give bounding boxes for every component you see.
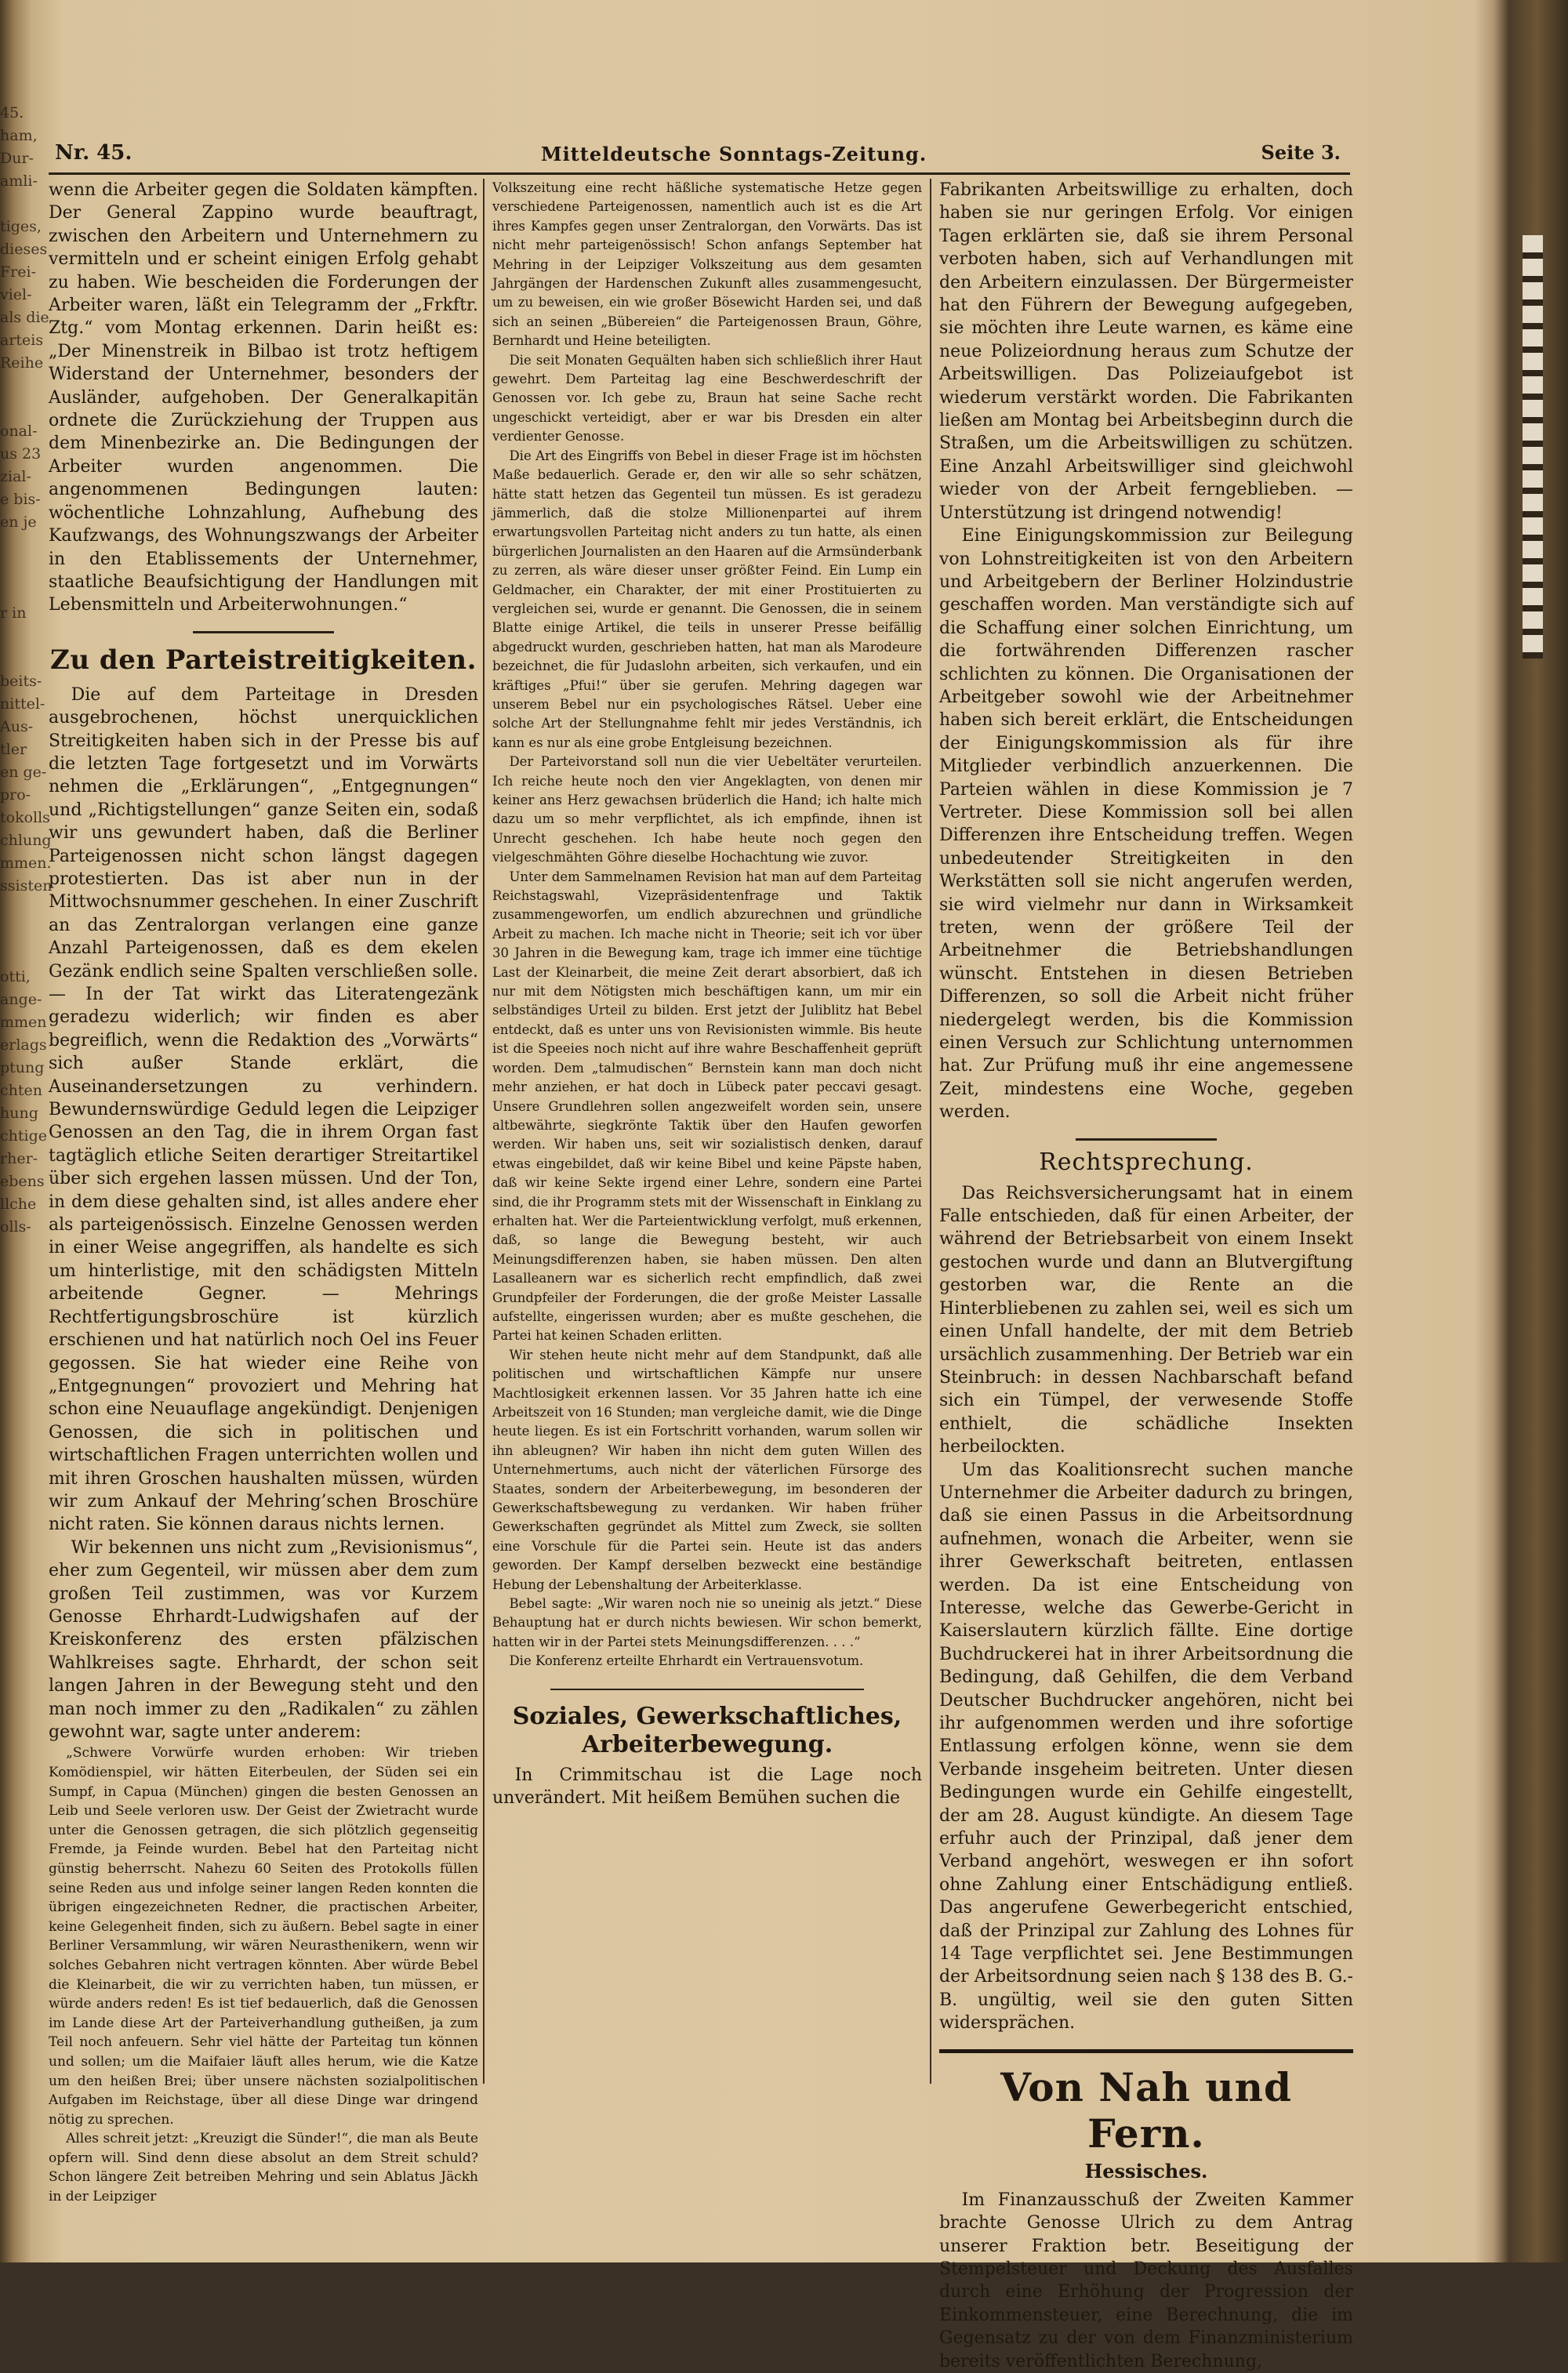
edge-fragment: tler	[0, 741, 27, 758]
edge-fragment	[0, 193, 34, 216]
edge-fragment	[0, 557, 34, 579]
section-heading: Von Nah und Fern.	[1000, 2063, 1292, 2157]
edge-fragment: viel-	[0, 286, 32, 303]
quotation: „Schwere Vorwürfe wurden erhoben: Wir trieben Komödienspiel, wir hätten Eiterbeulen, der Süden sei ein Sumpf, in Capua (München) gingen die besten Genossen an Leib und Seele verloren usw. Der Geist der Zwietracht wurde unter die Genossen getragen, die sich plötzlich gegenseitig Fremde, ja Feinde wurden. Bebel hat den Parteitag nicht günstig beherrscht. Nahezu 60 Seiten des Protokolls füllen seine Reden aus und infolge seiner langen Reden konnten die übrigen eingezeichneten Redner, die practischen Arbeiter, keine Gelegenheit finden, sich zu äußern. Bebel sagte in einer Berliner Versammlung, wir wären Neurasthenikern, wenn wir solches Gebahren nicht vertragen könnten. Aber würde Bebel die Kleinarbeit, die wir zu verrichten haben, tun müssen, er würde anders reden! Es ist tief bedauerlich, daß die Genossen im Lande diese Art der Parteiverhandlung gutheißen, ja zum Teil noch anfeuern. Sehr viel hätte der Parteitag tun können und sollen; um die Maifaier läuft alles herum, wie die Katze um den heißen Brei; über unsere nächsten sozialpolitischen Aufgaben im Reichstage, über all diese Dinge war dringend nötig zu sprechen.	[49, 1745, 478, 2128]
column-divider	[483, 179, 485, 2084]
paragraph: Fabrikanten Arbeitswillige zu erhalten, doch haben sie nur geringen Erfolg. Vor einigen Tagen erklärten sie, daß sie ihrem Personal verboten haben, sich auf Verhandlungen mit den Arbeitern einzulassen. Der Bürgermeister hat den Führern der Bewegung aufgegeben, sie möchten ihre Leute warnen, es käme eine neue Polizeiordnung heraus zum Schutze der Arbeitswilligen. Das Polizeiaufgebot ist wiederum verstärkt worden. Die Fabrikanten ließen am Montag bei Arbeitsbeginn durch die Straßen, um die Arbeitswilligen zu schützen. Eine Anzahl Arbeitswilliger sind gleichwohl wieder von der Arbeit ferngeblieben. — Unterstützung ist dringend notwendig!	[939, 180, 1353, 523]
paragraph: Bebel sagte: „Wir waren noch nie so uneinig als jetzt.“ Diese Behauptung hat er durch nichts bewiesen. Wir schon bemerkt, hatten wir in der Partei stets Meinungsdifferenzen. . . .“	[492, 1596, 922, 1649]
paragraph: Die Konferenz erteilte Ehrhardt ein Vertrauensvotum.	[509, 1653, 864, 1669]
issue-number: Nr. 45.	[55, 141, 132, 165]
edge-fragment	[0, 397, 34, 420]
adjacent-page-edge	[0, 102, 53, 2250]
edge-fragment: ebens	[0, 1173, 45, 1190]
edge-fragment	[0, 625, 34, 648]
section-heading: Soziales, Gewerkschaftliches, Arbeiterbewegung.	[512, 1702, 902, 1758]
edge-fragment: en je	[0, 513, 37, 531]
column-2	[492, 179, 922, 2092]
edge-fragment	[0, 534, 34, 557]
edge-fragment: llche	[0, 1196, 37, 1213]
edge-fragment: 45.	[0, 104, 24, 122]
edge-fragment: chlung	[0, 832, 52, 849]
edge-fragment: dieses	[0, 241, 48, 258]
edge-fragment: Frei-	[0, 263, 37, 281]
paragraph: Die seit Monaten Gequälten haben sich schließlich ihrer Haut gewehrt. Dem Parteitag lag eine Beschwerdeschrift der Genossen vor. Ich gebe zu, Braun hat seine Sache recht ungeschickt verteidigt, aber er war bis Dresden ein alter verdienter Genosse.	[492, 352, 922, 444]
newspaper-title: Mitteldeutsche Sonntags-Zeitung.	[541, 143, 927, 165]
quotation: Alles schreit jetzt: „Kreuzigt die Sünder!“, die man als Beute opfern will. Sind denn diese absolut an dem Streit schuld? Schon längere Zeit betreiben Mehring und sein Ablatus Jäckh in der Leipziger	[49, 2131, 478, 2205]
edge-fragment: als die	[0, 309, 49, 326]
edge-fragment: otti,	[0, 968, 31, 985]
page-header	[55, 141, 1341, 169]
edge-fragment: Aus-	[0, 718, 34, 735]
edge-fragment: zial-	[0, 468, 31, 485]
edge-fragment: us 23	[0, 445, 42, 463]
section-rule	[939, 2049, 1353, 2053]
paragraph: Volkszeitung eine recht häßliche systematische Hetze gegen verschiedene Parteigenossen, namentlich auch ist es die Art ihres Kampfes gegen unser Zentralorgan, den Vorwärts. Das ist nicht mehr parteigenössisch! Schon anfangs September hat Mehring in der Leipziger Volkszeitung aus dem gesamten Jahrgängen der Hardenschen Zukunft alles zusammengesucht, um zu beweisen, ein wie großer Bösewicht Harden sei, und daß sich an seinen „Bübereien“ die Parteigenossen Braun, Göhre, Bernhardt und Heine beteiligten.	[492, 180, 922, 349]
edge-fragment	[0, 920, 34, 943]
paragraph: Im Finanzausschuß der Zweiten Kammer brachte Genosse Ulrich zu dem Antrag unserer Fraktion betr. Beseitigung der Stempelsteuer und Deckung des Ausfalles durch eine Erhöhung der Progression der Einkommensteuer, eine Berechnung, die im Gegensatz zu der von dem Finanzministerium bereits veröffentlichten Berechnung,	[939, 2190, 1353, 2371]
edge-fragment: onal-	[0, 423, 38, 440]
paragraph: In Crimmitschau ist die Lage noch unverändert. Mit heißem Bemühen suchen die	[492, 1765, 922, 1809]
binding-tab	[1523, 235, 1543, 659]
edge-fragment	[0, 943, 34, 966]
paragraph: Unter dem Sammelnamen Revision hat man auf dem Parteitag Reichstagswahl, Vizepräsidentenfrage und Taktik zusammengeworfen, um endlich abzurechnen und gründliche Arbeit zu machen. Ich mache nicht in Theorie; seit ich vor über 30 Jahren in die Bewegung kam, trage ich immer eine tüchtige Last der Kleinarbeit, die meine Zeit derart absorbiert, daß ich nur mit dem Nötigsten mich beschäftigen kann, um mir ein selbständiges Urteil zu bilden. Erst jetzt der Juliblitz hat Bebel entdeckt, daß es unter uns von Revisionisten wimmle. Bis heute ist die Speeies noch nicht auf ihre wahre Beschaffenheit geprüft worden. Dem „talmudischen“ Bernstein kann man doch nicht mehr anziehen, er hat doch in Lübeck pater peccavi gesagt. Unsere Grundlehren sollen angezweifelt worden sein, unsere altbewährte, siegkrönte Taktik über den Haufen geworfen werden. Wir haben uns, seit wir sozialistisch denken, darauf etwas eingebildet, daß wir keine Bibel und keine Päpste haben, daß wir keine Sekte irgend einer Lehre, sondern eine Partei sind, die ihr Programm stets mit der Wissenschaft in Einklang zu erhalten hat. Wer die Parteientwicklung verfolgt, muß erkennen, daß, so lange die Bewegung besteht, wir auch Meinungsdifferenzen haben, sie haben müssen. Den alten Lasalleanern war es sicherlich recht empfindlich, daß zwei Grundpfeiler der Forderungen, die der große Meister Lassalle aufstellte, eingerissen wurden; aber es mußte geschehen, die Partei hat keinen Schaden erlitten.	[492, 869, 922, 1344]
edge-fragment: Dur-	[0, 150, 34, 167]
edge-fragment: en ge-	[0, 764, 47, 781]
edge-fragment: mmen.	[0, 854, 52, 872]
edge-fragment: beits-	[0, 673, 42, 690]
paragraph: Eine Einigungskommission zur Beilegung von Lohnstreitigkeiten ist von den Arbeitern und Arbeitgebern der Berliner Holzindustrie geschaffen worden. Man verständigte sich auf die Schaffung einer solchen Einrichtung, um die fortwährenden Differenzen rascher schlichten zu können. Die Organisationen der Arbeitgeber sowohl wie der Arbeitnehmer haben sich bereit erklärt, die Entscheidungen der Einigungskommission als für ihre Mitglieder verbindlich anzuerkennen. Die Parteien wählen in diese Kommission je 7 Vertreter. Diese Kommission soll bei allen Differenzen ihre Entscheidung treffen. Wegen unbedeutender Streitigkeiten in den Werkstätten soll sie nicht angerufen werden, sie wird vielmehr nur dann in Wirksamkeit treten, wenn der größere Teil der Arbeitnehmer die Betriebshandlungen wünscht. Entstehen in diesen Betrieben Differenzen, so soll die Arbeit nicht früher niedergelegt werden, bis die Kommission einen Versuch zur Schlichtung unternommen hat. Zur Prüfung muß ihr eine angemessene Zeit, mindestens eine Woche, gegeben werden.	[939, 526, 1353, 1123]
edge-fragment: mmen	[0, 1014, 47, 1031]
article-continuation: wenn die Arbeiter gegen die Soldaten kämpften. Der General Zappino wurde beauftragt, zwischen den Arbeitern und Unternehmern zu vermitteln und er scheint einigen Erfolg gehabt zu haben. Wie bescheiden die Forderungen der Arbeiter waren, läßt ein Telegramm der „Frkftr. Ztg.“ vom Montag erkennen. Darin heißt es: „Der Minenstreik in Bilbao ist trotz heftigem Widerstand der Unternehmer, besonders der Ausländer, aufgehoben. Der Generalkapitän ordnete die Zurückziehung der Truppen aus dem Minenbezirke an. Die Bedingungen der Arbeiter wurden angenommen. Die angenommenen Bedingungen lauten: wöchentliche Lohnzahlung, Aufhebung des Kaufzwangs, des Wohnungszwangs der Arbeiter in den Etablissements der Unternehmer, staatliche Beaufsichtigung der Handlungen mit Lebensmitteln und Arbeiterwohnungen.“	[49, 180, 478, 615]
sub-heading: Hessisches.	[1084, 2159, 1208, 2183]
edge-fragment: arteis	[0, 332, 44, 349]
paragraph: Die auf dem Parteitage in Dresden ausgebrochenen, höchst unerquicklichen Streitigkeiten haben sich in der Presse bis auf die letzten Tage fortgesetzt und im Vorwärts nehmen die „Erklärungen“, „Entgegnungen“ und „Richtigstellungen“ ganze Seiten ein, sodaß wir uns gewundert haben, daß die Berliner Parteigenossen nicht schon längst dagegen protestierten. Das ist aber nun in der Mittwochsnummer geschehen. In einer Zuschrift an das Zentralorgan verlangen eine ganze Anzahl Parteigenossen, daß es dem ekelen Gezänk endlich seine Spalten verschließen solle. — In der Tat wirkt das Literatengezänk geradezu widerlich; wir finden es aber begreiflich, wenn die Redaktion des „Vorwärts“ sich außer Stande erklärt, die Auseinandersetzungen zu verhindern. Bewundernswürdige Geduld legen die Leipziger Genossen an den Tag, die in ihrem Organ fast tagtäglich etliche Seiten derartiger Streitartikel über sich ergehen lassen müssen. Und der Ton, in dem diese gehalten sind, ist alles andere eher als parteigenössisch. Einzelne Genossen werden in einer Weise angegriffen, als handelte es sich um hinterlistige, mit den schädigsten Mitteln arbeitende Gegner. — Mehrings Rechtfertigungsbroschüre ist kürzlich erschienen und hat natürlich noch Oel ins Feuer gegossen. Sie hat wieder eine Reihe von „Entgegnungen“ provoziert und Mehring hat schon eine Neuauflage angekündigt. Denjenigen Genossen, die sich in politischen und wirtschaftlichen Fragen unterrichten wollen und mit ihren Groschen haushalten müssen, würden wir zum Ankauf der Mehring’schen Broschüre nicht raten. Sie können daraus nichts lernen.	[49, 684, 478, 1535]
edge-fragment: chtige	[0, 1127, 47, 1145]
paragraph: Wir stehen heute nicht mehr auf dem Standpunkt, daß alle politischen und wirtschaftlichen Kämpfe nur unsere Machtlosigkeit erkennen lassen. Vor 35 Jahren hatte ich eine Arbeitszeit von 16 Stunden; man vergleiche damit, wie die Dinge heute liegen. Es ist ein Fortschritt vorhanden, warum sollen wir ihn ableugnen? Wir haben ihn nicht dem guten Willen des Unternehmertums, auch nicht der väterlichen Fürsorge des Staates, sondern der Arbeiterbewegung, im besonderen der Gewerkschaftsbewegung zu verdanken. Wir haben früher Gewerkschaften gegründet als Mittel zum Zweck, sie sollten eine Vorschule für die Partei sein. Heute ist das anders geworden. Der Kampf derselben bezweckt eine beständige Hebung der Lebenshaltung der Arbeiterklasse.	[492, 1347, 922, 1592]
edge-fragment: ange-	[0, 991, 42, 1008]
paragraph: Wir bekennen uns nicht zum „Revisionismus“, eher zum Gegenteil, wir müssen aber dem zum großen Teil zustimmen, was vor Kurzem Genosse Ehrhardt-Ludwigshafen auf der Kreiskonferenz des ersten pfälzischen Wahlkreises sagte. Ehrhardt, der schon seit langen Jahren in der Bewegung steht und den man noch immer zu den „Radikalen“ zu zählen gewohnt war, sagte unter anderem:	[49, 1537, 478, 1742]
paragraph: Das Reichsversicherungsamt hat in einem Falle entschieden, daß für einen Arbeiter, der während der Betriebsarbeit von einem Insekt gestochen wurde und dann an Blutvergiftung gestorben war, die Rente an die Hinterbliebenen zu zahlen sei, weil es sich um einen Unfall handelte, der mit dem Betrieb ursächlich zusammenhing. Der Betrieb war ein Steinbruch: in dessen Nachbarschaft befand sich ein Tümpel, der verwesende Stoffe enthielt, die schädliche Insekten herbeilockten.	[939, 1183, 1353, 1457]
article-heading: Zu den Parteistreitigkeiten.	[50, 644, 477, 676]
edge-fragment: erlags	[0, 1036, 47, 1054]
edge-fragment: tokolls	[0, 809, 50, 826]
edge-fragment: ham,	[0, 127, 38, 144]
edge-fragment: rher-	[0, 1150, 38, 1167]
header-rule	[49, 172, 1350, 175]
column-3	[939, 179, 1353, 2371]
edge-fragment: amli-	[0, 172, 38, 190]
edge-fragment: nittel-	[0, 695, 45, 713]
paragraph: Die Art des Eingriffs von Bebel in dieser Frage ist im höchsten Maße bedauerlich. Gerade er, den wir alle so sehr schätzen, hätte statt hetzen das Gegenteil tun müssen. Es ist geradezu jämmerlich, daß die stolze Millionenpartei auf ihrem erwartungsvollen Parteitag nicht anders zu tun hatte, als einen bürgerlichen Journalisten an den Haaren auf die Armsünderbank zu zerren, als wäre dieser unser größter Feind. Ein Lump ein Geldmacher, ein Charakter, der mit einer Prostituierten zu vergleichen sei, wurde er genannt. Die Genossen, die in seinem Blatte einige Artikel, die teils in unserer Presse beifällig abgedruckt wurden, geschrieben hatten, hat man als Marodeure bezeichnet, die für Judaslohn arbeiten, sich verkaufen, und ein kräftiges „Pfui!“ über sie gerufen. Mehring dagegen war unserem Bebel nur ein psychologisches Rätsel. Ueber eine solche Art der Stellungnahme fehlt mir jedes Verständnis, ich kann es nur als eine grobe Entgleisung bezeichnen.	[492, 448, 922, 750]
edge-fragment: chten	[0, 1082, 42, 1099]
edge-fragment: ptung	[0, 1059, 45, 1076]
edge-fragment: tiges,	[0, 218, 42, 235]
edge-fragment: hung	[0, 1105, 38, 1122]
edge-fragment	[0, 648, 34, 670]
edge-fragment: r in	[0, 604, 27, 622]
edge-fragment	[0, 375, 34, 397]
edge-fragment	[0, 898, 34, 920]
edge-fragment: pro-	[0, 786, 31, 804]
section-heading: Rechtsprechung.	[1039, 1148, 1254, 1176]
paragraph: Der Parteivorstand soll nun die vier Uebeltäter verurteilen. Ich reiche heute noch den vier Angeklagten, von denen mir keiner ans Herz gewachsen brüderlich die Hand; ich halte mich dazu um so mehr verpflichtet, als ich empfinde, ihnen ist Unrecht geschehen. Ich habe heute noch gegen den vielgeschmähten Göhre dieselbe Hochachtung wie zuvor.	[492, 754, 922, 865]
section-rule	[1076, 1138, 1217, 1141]
edge-fragment: ssisten	[0, 877, 53, 894]
edge-fragment: Reihe	[0, 354, 44, 372]
edge-fragment: olls-	[0, 1218, 31, 1235]
section-rule	[193, 631, 334, 633]
edge-fragment	[0, 579, 34, 602]
section-rule	[550, 1689, 864, 1690]
column-1	[49, 179, 478, 2205]
edge-fragment: e bis-	[0, 491, 41, 508]
paragraph: Um das Koalitionsrecht suchen manche Unternehmer die Arbeiter dadurch zu bringen, daß sie einen Passus in die Arbeitsordnung aufnehmen, wonach die Arbeiter, wenn sie ihrer Gewerkschaft beitreten, entlassen werden. Da ist eine Entscheidung von Interesse, welche das Gewerbe-Gericht in Kaiserslautern kürzlich fällte. Eine dortige Buchdruckerei hat in ihrer Arbeitsordnung die Bedingung, daß Gehilfen, die dem Verband Deutscher Buchdrucker angehören, nicht bei ihr aufgenommen werden und ihre sofortige Entlassung erfolgen könne, wenn sie dem Verbande insgeheim beitreten. Unter diesen Bedingungen wurde ein Gehilfe eingestellt, der am 28. August kündigte. An diesem Tage erfuhr auch der Prinzipal, daß jener dem Verband angehört, weswegen er ihn sofort ohne Zahlung einer Entschädigung entließ. Das angerufene Gewerbegericht entschied, daß der Prinzipal zur Zahlung des Lohnes für 14 Tage verpflichtet sei. Jene Bestimmungen der Arbeitsordnung seien nach § 138 des B. G.-B. ungültig, weil sie den guten Sitten widersprächen.	[939, 1460, 1353, 2034]
page-number: Seite 3.	[1261, 141, 1341, 164]
column-divider	[930, 179, 931, 2084]
